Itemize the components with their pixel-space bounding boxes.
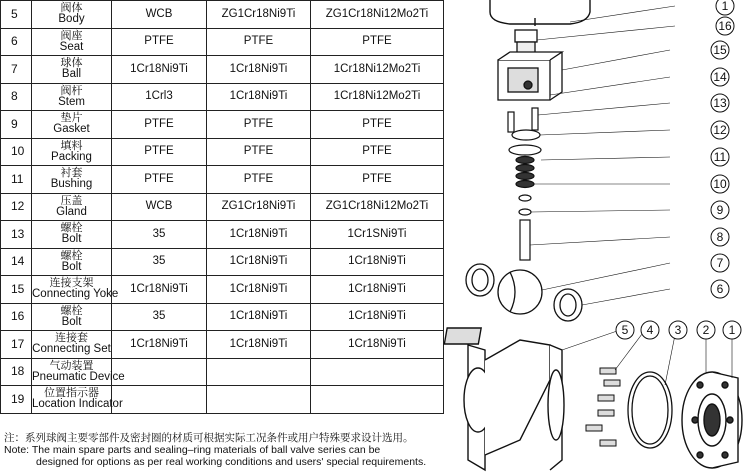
table-row: [1, 248, 444, 276]
part-name-chinese: 连接支架: [49, 277, 94, 290]
svg-text:3: 3: [674, 323, 682, 337]
note-chinese: 注：系列球阀主要零部件及密封圈的材质可根据实际工况条件或用户特殊要求设计选用。: [4, 432, 414, 444]
svg-text:8: 8: [716, 230, 724, 244]
part-name-chinese: 位置指示器: [44, 387, 99, 400]
table-row: [1, 166, 444, 194]
ball-part: [498, 270, 542, 314]
material-m1: PTFE: [112, 166, 207, 194]
svg-text:16: 16: [718, 19, 732, 33]
table-row: [1, 276, 444, 304]
material-m3: [311, 386, 444, 414]
end-flange-part: [682, 372, 742, 468]
material-m3: PTFE: [311, 28, 444, 56]
callout-13: [711, 94, 729, 112]
part-name-chinese: 填料: [60, 139, 83, 152]
material-m3: 1Cr1SNi9Ti: [311, 221, 444, 249]
material-m2: 1Cr18Ni9Ti: [207, 56, 311, 84]
part-name-english: Connecting Yoke: [32, 288, 119, 301]
svg-text:5: 5: [621, 323, 629, 337]
material-m1: WCB: [112, 1, 207, 29]
svg-text:1: 1: [721, 0, 729, 13]
svg-text:13: 13: [713, 96, 727, 110]
material-m2: 1Cr18Ni9Ti: [207, 331, 311, 359]
callout-7: [711, 254, 729, 272]
material-m3: [311, 358, 444, 386]
part-name-chinese: 阀杆: [60, 84, 83, 97]
material-m1: WCB: [112, 193, 207, 221]
part-number: 9: [1, 111, 32, 139]
material-m1: 1Cr18Ni9Ti: [112, 276, 207, 304]
svg-text:15: 15: [713, 43, 727, 57]
svg-text:10: 10: [713, 177, 727, 191]
part-number: 8: [1, 83, 32, 111]
part-name-chinese: 球体: [60, 57, 83, 70]
part-name-chinese: 气动装置: [49, 359, 94, 372]
material-m3: 1Cr18Ni9Ti: [311, 303, 444, 331]
body-bolts-part: [586, 368, 620, 446]
table-row: [1, 221, 444, 249]
callout-15: [711, 41, 729, 59]
part-name: [32, 111, 112, 139]
part-name-english: Seat: [59, 40, 84, 53]
part-name-english: Body: [58, 13, 85, 26]
table-row: [1, 303, 444, 331]
svg-text:9: 9: [716, 203, 724, 217]
part-number: 17: [1, 331, 32, 359]
part-name: [32, 83, 112, 111]
callout-4: [641, 321, 659, 339]
svg-text:11: 11: [713, 150, 727, 164]
part-name-chinese: 螺栓: [60, 222, 83, 235]
part-name: [32, 358, 125, 386]
material-m1: 1Crl3: [112, 83, 207, 111]
callout-16: [716, 17, 734, 35]
material-m2: 1Cr18Ni9Ti: [207, 303, 311, 331]
part-number: 14: [1, 248, 32, 276]
part-name-chinese: 阀座: [60, 29, 83, 42]
callout-8: [711, 228, 729, 246]
callout-9: [711, 201, 729, 219]
material-m2: [207, 358, 311, 386]
part-name-english: Stem: [58, 95, 85, 108]
part-name: [32, 28, 112, 56]
gland-bolts-part: [508, 108, 540, 140]
part-name: [32, 303, 112, 331]
callout-6: [711, 280, 729, 298]
material-m2: 1Cr18Ni9Ti: [207, 83, 311, 111]
material-m3: 1Cr18Ni9Ti: [311, 331, 444, 359]
note-english-line2: designed for options as per real working conditions and users' special requirements.: [36, 456, 427, 468]
part-name: [32, 248, 112, 276]
part-name-english: Pneumatic Device: [32, 370, 125, 383]
part-name-english: Gasket: [53, 123, 90, 136]
material-m1: [112, 358, 207, 386]
material-m1: PTFE: [112, 28, 207, 56]
part-number: 12: [1, 193, 32, 221]
part-number: 5: [1, 1, 32, 29]
part-name-chinese: 螺栓: [60, 249, 83, 262]
material-m3: ZG1Cr18Ni12Mo2Ti: [311, 193, 444, 221]
material-m3: PTFE: [311, 111, 444, 139]
table-row: [1, 138, 444, 166]
part-name: [32, 193, 112, 221]
material-m1: 1Cr18Ni9Ti: [112, 56, 207, 84]
callout-10: [711, 175, 729, 193]
material-m1: 35: [112, 221, 207, 249]
part-number: 16: [1, 303, 32, 331]
material-m2: PTFE: [207, 28, 311, 56]
material-m3: PTFE: [311, 166, 444, 194]
callout-1: [716, 0, 734, 15]
part-number: 11: [1, 166, 32, 194]
part-name-chinese: 阀体: [60, 2, 83, 15]
part-name-english: Connecting Set: [32, 343, 111, 356]
material-m2: 1Cr18Ni9Ti: [207, 276, 311, 304]
part-name-chinese: 螺栓: [60, 304, 83, 317]
svg-text:7: 7: [716, 256, 724, 270]
material-m1: [112, 386, 207, 414]
part-number: 13: [1, 221, 32, 249]
table-row: [1, 358, 444, 386]
part-name-english: Bushing: [50, 178, 93, 191]
connecting-yoke-part: [498, 52, 562, 100]
material-m1: 35: [112, 248, 207, 276]
part-name-chinese: 垫片: [60, 112, 83, 125]
material-m3: 1Cr18Ni9Ti: [311, 248, 444, 276]
note-english-line1: Note: The main spare parts and sealing–ring materials of ball valve series can be: [4, 444, 381, 456]
connecting-set-part: [515, 30, 537, 54]
part-name: [32, 138, 112, 166]
part-name-chinese: 衬套: [60, 167, 83, 180]
part-number: 18: [1, 358, 32, 386]
part-name-english: Location Indicator: [32, 398, 123, 411]
material-m1: PTFE: [112, 138, 207, 166]
part-name: [32, 166, 112, 194]
exploded-valve-drawing: [450, 0, 750, 473]
part-name-english: Bolt: [61, 260, 82, 273]
svg-text:1: 1: [728, 323, 736, 337]
part-name: [32, 56, 112, 84]
callout-12: [711, 121, 729, 139]
material-m3: 1Cr18Ni12Mo2Ti: [311, 83, 444, 111]
table-row: [1, 1, 444, 29]
part-name-chinese: 连接套: [55, 332, 88, 345]
callout-11: [711, 148, 729, 166]
table-row: [1, 83, 444, 111]
svg-text:14: 14: [713, 70, 727, 84]
svg-text:2: 2: [702, 323, 710, 337]
material-m2: 1Cr18Ni9Ti: [207, 221, 311, 249]
part-name: [32, 386, 123, 414]
material-m2: PTFE: [207, 138, 311, 166]
callout-3: [669, 321, 687, 339]
material-m1: PTFE: [112, 111, 207, 139]
stem-stack-part: [509, 145, 541, 260]
table-row: [1, 28, 444, 56]
svg-text:4: 4: [646, 323, 654, 337]
table-row: [1, 56, 444, 84]
pneumatic-actuator-bottom: [490, 0, 590, 26]
part-name: [32, 1, 112, 29]
part-name: [32, 276, 119, 304]
material-m1: 1Cr18Ni9Ti: [112, 331, 207, 359]
callout-2: [697, 321, 715, 339]
part-name-english: Bolt: [61, 315, 82, 328]
material-m2: PTFE: [207, 111, 311, 139]
material-note: [4, 432, 426, 468]
material-m2: ZG1Cr18Ni9Ti: [207, 193, 311, 221]
table-row: [1, 111, 444, 139]
part-number: 19: [1, 386, 32, 414]
table-row: [1, 331, 444, 359]
material-m3: PTFE: [311, 138, 444, 166]
material-m2: [207, 386, 311, 414]
material-m2: ZG1Cr18Ni9Ti: [207, 1, 311, 29]
part-number: 15: [1, 276, 32, 304]
material-m1: 35: [112, 303, 207, 331]
part-number: 6: [1, 28, 32, 56]
material-m3: ZG1Cr18Ni12Mo2Ti: [311, 1, 444, 29]
svg-text:12: 12: [713, 123, 727, 137]
part-name: [32, 331, 112, 359]
material-m3: 1Cr18Ni12Mo2Ti: [311, 56, 444, 84]
table-row: [1, 386, 444, 414]
material-m3: 1Cr18Ni9Ti: [311, 276, 444, 304]
part-callouts: [616, 0, 741, 339]
callout-1: [723, 321, 741, 339]
callout-14: [711, 68, 729, 86]
part-number: 7: [1, 56, 32, 84]
table-row: [1, 193, 444, 221]
material-m2: PTFE: [207, 166, 311, 194]
material-m2: 1Cr18Ni9Ti: [207, 248, 311, 276]
part-name-english: Bolt: [61, 233, 82, 246]
part-name-english: Gland: [56, 205, 87, 218]
part-name-english: Ball: [61, 68, 82, 81]
part-name: [32, 221, 112, 249]
part-number: 10: [1, 138, 32, 166]
valve-body-part: [444, 328, 564, 470]
part-name-chinese: 压盖: [60, 194, 83, 207]
svg-text:6: 6: [716, 282, 724, 296]
part-name-english: Packing: [51, 150, 92, 163]
callout-5: [616, 321, 634, 339]
